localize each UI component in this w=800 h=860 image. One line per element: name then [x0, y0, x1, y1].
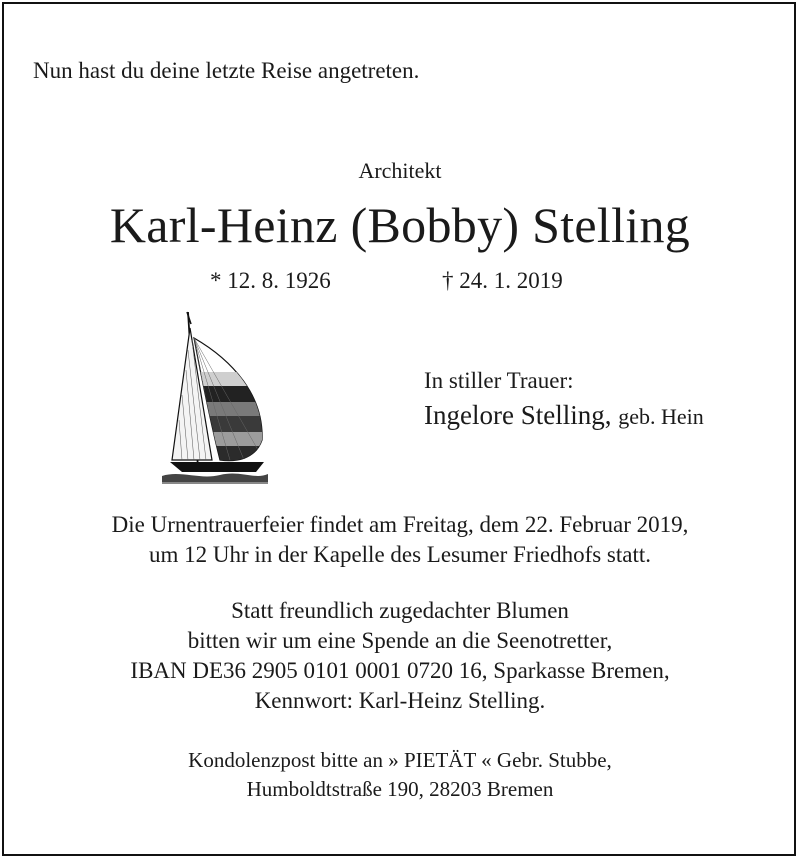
condolence-line: Humboldtstraße 190, 28203 Bremen [246, 777, 554, 801]
sailboat-icon [160, 310, 270, 490]
death-date: † 24. 1. 2019 [442, 268, 563, 293]
ceremony-line: Die Urnentrauerfeier findet am Freitag, dem 22. Februar 2019, [111, 512, 689, 537]
ceremony-line: um 12 Uhr in der Kapelle des Lesumer Friedhofs statt. [148, 542, 652, 567]
donation-line: bitten wir um eine Spende an die Seenotretter, [187, 628, 613, 653]
mourners-label: In stiller Trauer: [424, 368, 574, 393]
donation-line: IBAN DE36 2905 0101 0001 0720 16, Sparkasse Bremen, [130, 658, 670, 683]
mourner-maiden-name: geb. Hein [618, 404, 704, 429]
birth-date: * 12. 8. 1926 [210, 268, 331, 293]
mourners-names [424, 400, 704, 431]
deceased-name: Karl-Heinz (Bobby) Stelling [109, 197, 691, 253]
donation-line: Kennwort: Karl-Heinz Stelling. [254, 688, 546, 713]
ceremony-text [0, 510, 800, 570]
condolence-text [0, 746, 800, 804]
motto-text: Nun hast du deine letzte Reise angetreten. [33, 58, 420, 83]
donation-line: Statt freundlich zugedachter Blumen [231, 598, 569, 623]
profession-text: Architekt [358, 158, 442, 183]
donation-text [0, 596, 800, 716]
condolence-line: Kondolenzpost bitte an » PIETÄT « Gebr. Stubbe, [188, 748, 612, 772]
mourner-name: Ingelore Stelling, [424, 400, 612, 430]
